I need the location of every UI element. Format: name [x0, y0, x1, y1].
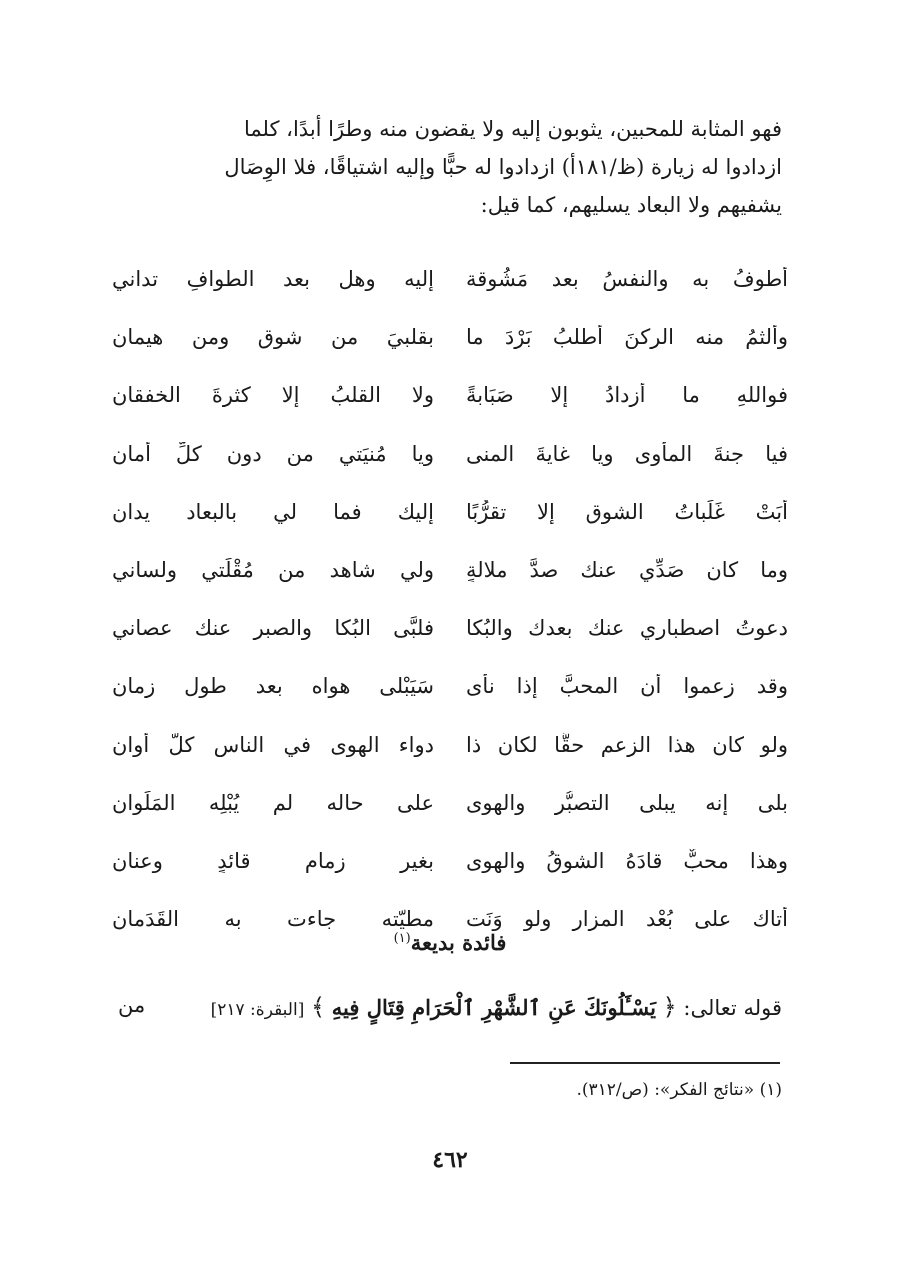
- verse-second-hemistich: إليه وهل بعد الطوافِ تداني: [112, 267, 434, 292]
- verse-first-hemistich: وقد زعموا أن المحبَّ إذا نأى: [466, 674, 788, 699]
- quran-citation: [البقرة: ٢١٧]: [210, 1000, 305, 1020]
- poem-verse: [112, 308, 788, 366]
- verse-second-hemistich: ولي شاهد من مُقْلَتي ولساني: [112, 558, 434, 583]
- poem-verse: [112, 774, 788, 832]
- verse-first-hemistich: أتاك على بُعْد المزار ولو وَنَت: [466, 907, 788, 932]
- poem-verse: [112, 541, 788, 599]
- section-heading: [0, 930, 900, 955]
- footnote: [118, 1080, 782, 1100]
- verse-first-hemistich: فواللهِ ما أزدادُ إلا صَبَابةً: [466, 383, 788, 408]
- footnote-number: (١): [759, 1080, 782, 1100]
- verse-second-hemistich: مطيّته جاءت به القَدَمان: [112, 907, 434, 932]
- poem-verse: [112, 250, 788, 308]
- verse-first-hemistich: أبَتْ غَلَباتُ الشوقِ إلا تقرُّبًا: [466, 499, 788, 524]
- verse-second-hemistich: إليك فما لي بالبعاد يدان: [112, 499, 434, 524]
- poem-verse: [112, 832, 788, 890]
- section-heading-text: فائدة بديعة: [410, 930, 507, 955]
- prose-line: يشفيهم ولا البعاد يسليهم، كما قيل:: [480, 193, 782, 217]
- prose-line: فهو المثابة للمحبين، يثوبون إليه ولا يقضون منه وطرًا أبدًا، كلما: [244, 117, 782, 141]
- verse-first-hemistich: دعوتُ اصطباري عنك بعدك والبُكا: [466, 616, 788, 641]
- verse-second-hemistich: فلبَّى البُكا والصبر عنك عصاني: [112, 616, 434, 641]
- poem-verse: [112, 657, 788, 715]
- poem-verse: [112, 366, 788, 424]
- footnote-text: «نتائج الفكر»: (ص/٣١٢).: [576, 1080, 755, 1100]
- verse-first-hemistich: وما كان صَدِّي عنك صدَّ ملالةٍ: [466, 558, 788, 583]
- quran-close-bracket: ﴾: [311, 993, 326, 1021]
- quran-lead-group: [211, 993, 782, 1021]
- verse-second-hemistich: سَيَبْلى هواه بعد طولِ زمانِ: [112, 674, 434, 699]
- verse-second-hemistich: على حاله لم يُبْلِه المَلَوان: [112, 790, 434, 815]
- verse-first-hemistich: وألثمُ منه الركنَ أطلبُ بَرْدَ ما: [466, 325, 788, 350]
- poem-verse: [112, 599, 788, 657]
- verse-first-hemistich: ولو كان هذا الزعم حقًّا لكان ذا: [466, 732, 788, 757]
- verse-first-hemistich: بلى إنه يبلى التصبُّر والهوى: [466, 790, 788, 815]
- verse-second-hemistich: بقلبيَ من شوقٍ ومن هيمان: [112, 325, 434, 350]
- verse-second-hemistich: بغير زمامٍ قائدٍ وعنان: [112, 848, 434, 873]
- intro-paragraph: [118, 110, 782, 224]
- quran-verse-text: يَسْـَٔلُونَكَ عَنِ ٱلشَّهْرِ ٱلْحَرَامِ قِتَالٍ فِيهِ: [331, 995, 656, 1020]
- quran-lead-text: قوله تعالى:: [683, 996, 782, 1020]
- poem-verse: [112, 483, 788, 541]
- poem-verse: [112, 716, 788, 774]
- verse-second-hemistich: دواء الهوى في الناس كلّ أوان: [112, 732, 434, 757]
- verse-second-hemistich: ويا مُنيَتي من دون كلِّ أمان: [112, 441, 434, 466]
- verse-second-hemistich: ولا القلبُ إلا كثرةَ الخفقانِ: [112, 383, 434, 408]
- poem-verse: [112, 425, 788, 483]
- quran-open-bracket: ﴿: [662, 993, 677, 1021]
- poem: [112, 250, 788, 948]
- quran-verse-line: [118, 993, 782, 1021]
- page-number: ٤٦٢: [432, 1147, 468, 1173]
- verse-first-hemistich: أطوفُ به والنفسُ بعد مَشُوقة: [466, 267, 788, 292]
- line-continuation: من: [118, 993, 146, 1017]
- footnote-divider: [510, 1062, 780, 1064]
- verse-first-hemistich: فيا جنةَ المأوى ويا غايةَ المنى: [466, 441, 788, 466]
- prose-line: ازدادوا له زيارة (ظ/١٨١أ) ازدادوا له حبًّا وإليه اشتياقًا، فلا الوِصَال: [224, 155, 782, 179]
- footnote-marker: (١): [393, 931, 411, 946]
- verse-first-hemistich: وهذا محبٌّ قادَهُ الشوقُ والهوى: [466, 848, 788, 873]
